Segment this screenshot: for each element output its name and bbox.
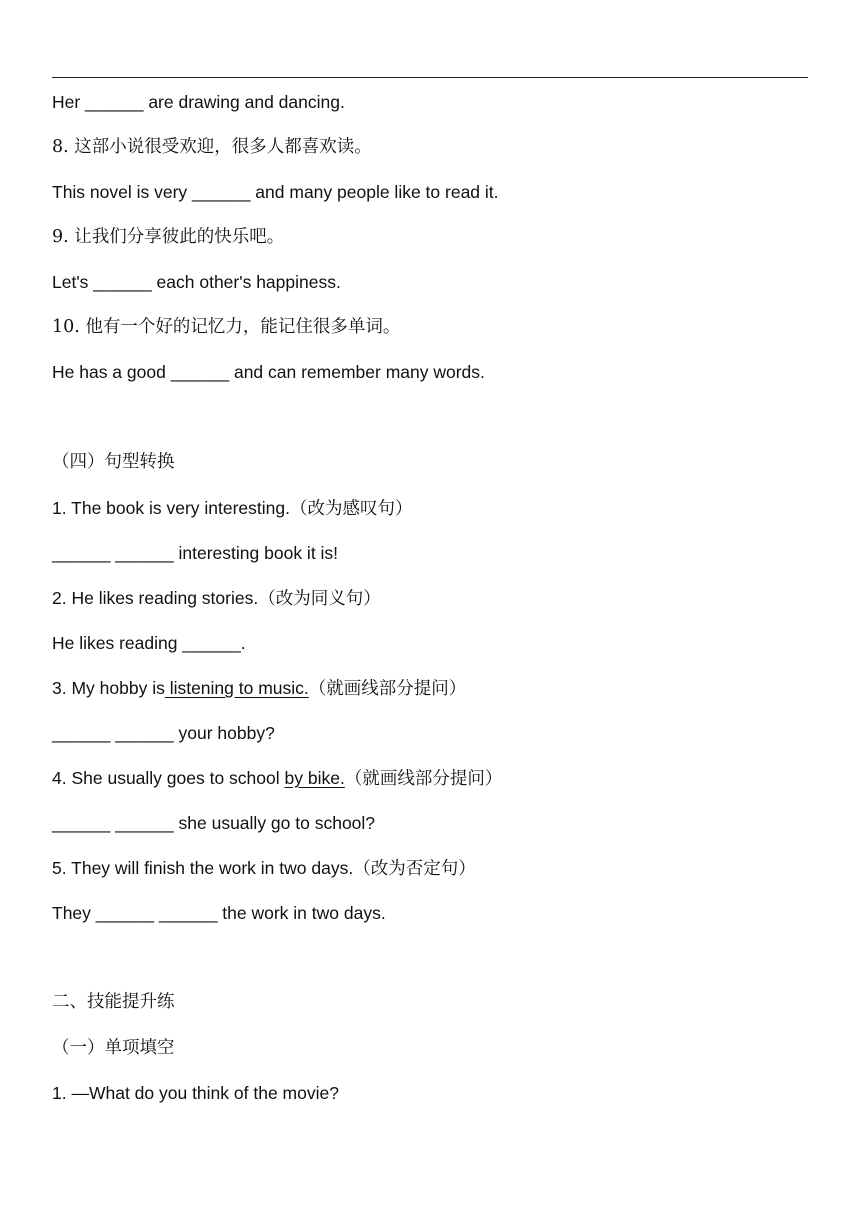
section-heading-skills: 二、技能提升练 [52,992,175,1012]
question-8-prompt: 8. 这部小说很受欢迎，很多人都喜欢读。 [52,137,372,157]
underlined-phrase: listening to music. [164,678,309,698]
transform-2-prompt: 2. He likes reading stories.（改为同义句） [52,588,381,608]
transform-3-text: 3. My hobby is [52,678,165,698]
question-10-prompt: 10. 他有一个好的记忆力，能记住很多单词。 [52,317,401,337]
section-heading-single-choice: （一）单项填空 [52,1038,175,1058]
transform-3-instruction: （就画线部分提问） [308,678,467,698]
transform-2-answer: He likes reading ______. [52,633,246,653]
question-10-sentence: He has a good ______ and can remember many words. [52,362,485,382]
transform-3-prompt [52,676,466,700]
question-8-sentence: This novel is very ______ and many people like to read it. [52,182,499,202]
transform-5-prompt: 5. They will finish the work in two days.（改为否定句） [52,858,476,878]
transform-4-answer: ______ ______ she usually go to school? [52,813,376,833]
question-9-sentence: Let's ______ each other's happiness. [52,272,341,292]
transform-3-answer: ______ ______ your hobby? [52,723,275,743]
transform-1-answer: ______ ______ interesting book it is! [52,543,339,563]
header-rule [52,77,808,78]
transform-1-prompt: 1. The book is very interesting.（改为感叹句） [52,498,413,518]
transform-4-instruction: （就画线部分提问） [344,768,503,788]
section-heading-4: （四）句型转换 [52,452,175,472]
transform-4-text: 4. She usually goes to school [52,768,285,788]
question-9-prompt: 9. 让我们分享彼此的快乐吧。 [52,227,285,247]
transform-5-answer: They ______ ______ the work in two days. [52,903,386,923]
underlined-phrase: by bike. [284,768,345,788]
choice-1-prompt: 1. —What do you think of the movie? [52,1083,339,1103]
exercise-line: Her ______ are drawing and dancing. [52,92,345,112]
transform-4-prompt [52,766,502,790]
